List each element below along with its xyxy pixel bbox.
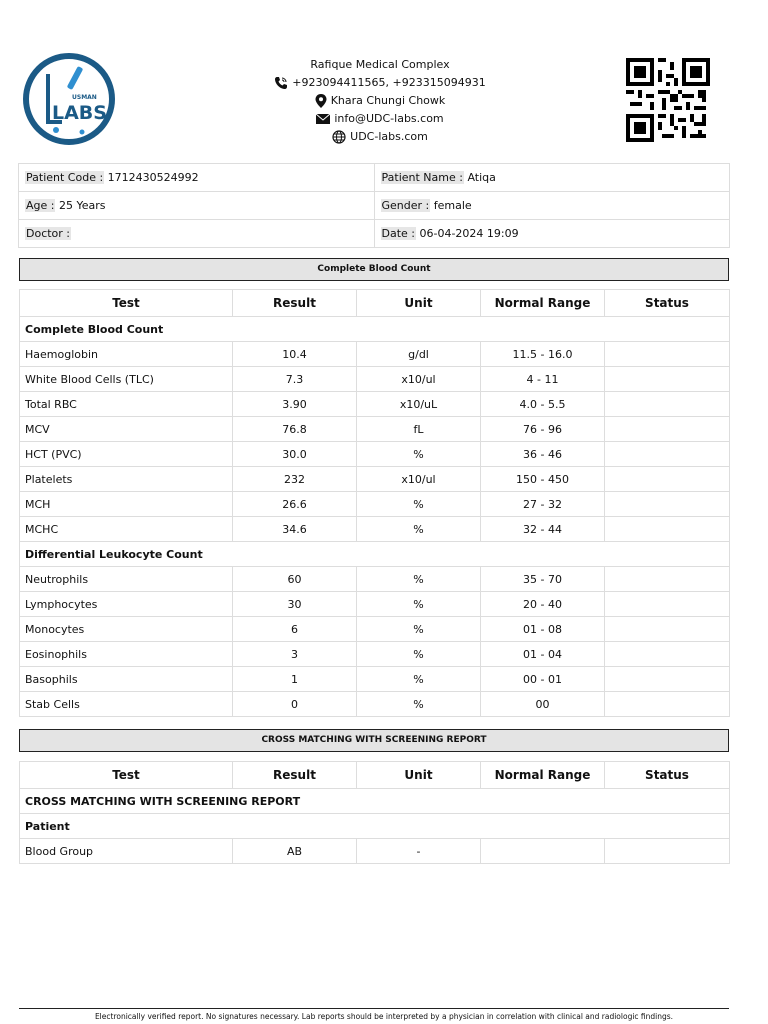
group-heading: CROSS MATCHING WITH SCREENING REPORT <box>20 789 730 814</box>
status <box>605 492 730 517</box>
status <box>605 417 730 442</box>
org-name: Rafique Medical Complex <box>310 58 450 71</box>
status <box>605 642 730 667</box>
col-test: Test <box>20 290 233 317</box>
status <box>605 392 730 417</box>
envelope-icon <box>316 114 330 124</box>
globe-icon <box>332 130 346 144</box>
result-value: 30.0 <box>233 442 357 467</box>
normal-range: 76 - 96 <box>481 417 605 442</box>
cbc-results-table <box>19 289 730 717</box>
result-value: 3 <box>233 642 357 667</box>
location-pin-icon <box>315 94 327 108</box>
col-status: Status <box>605 762 730 789</box>
normal-range: 20 - 40 <box>481 592 605 617</box>
result-value: 60 <box>233 567 357 592</box>
result-value: 26.6 <box>233 492 357 517</box>
normal-range: 00 <box>481 692 605 717</box>
patient-name-label: Patient Name : <box>381 171 463 184</box>
footer-disclaimer: Electronically verified report. No signatures necessary. Lab reports should be interpreted by a physician in correlation with clinical and radiologic findings. <box>94 1012 674 1021</box>
email-row <box>230 110 530 128</box>
col-normal-range: Normal Range <box>481 290 605 317</box>
col-result: Result <box>233 762 357 789</box>
doctor-label: Doctor : <box>26 227 71 240</box>
table-row <box>20 467 730 492</box>
normal-range: 11.5 - 16.0 <box>481 342 605 367</box>
result-value: 3.90 <box>233 392 357 417</box>
lab-header <box>230 56 530 146</box>
test-name: Neutrophils <box>20 567 233 592</box>
test-name: Stab Cells <box>20 692 233 717</box>
date-value: 06-04-2024 19:09 <box>419 227 519 240</box>
normal-range: 150 - 450 <box>481 467 605 492</box>
svg-text:USMAN: USMAN <box>72 94 97 101</box>
normal-range: 35 - 70 <box>481 567 605 592</box>
email[interactable]: info@UDC-labs.com <box>334 112 444 125</box>
table-row <box>20 617 730 642</box>
table-row <box>20 517 730 542</box>
test-name: Eosinophils <box>20 642 233 667</box>
table-row <box>20 492 730 517</box>
status <box>605 567 730 592</box>
normal-range: 36 - 46 <box>481 442 605 467</box>
unit: g/dl <box>357 342 481 367</box>
col-unit: Unit <box>357 762 481 789</box>
table-row <box>20 417 730 442</box>
cross-results-table <box>19 761 730 864</box>
group-heading: Differential Leukocyte Count <box>20 542 730 567</box>
test-name: HCT (PVC) <box>20 442 233 467</box>
normal-range: 01 - 04 <box>481 642 605 667</box>
result-value: AB <box>233 839 357 864</box>
test-name: Monocytes <box>20 617 233 642</box>
cross-section-title: CROSS MATCHING WITH SCREENING REPORT <box>19 729 729 752</box>
result-value: 232 <box>233 467 357 492</box>
unit: % <box>357 692 481 717</box>
col-unit: Unit <box>357 290 481 317</box>
table-row <box>20 392 730 417</box>
unit: % <box>357 592 481 617</box>
table-row <box>20 642 730 667</box>
table-row <box>20 592 730 617</box>
table-row <box>20 442 730 467</box>
unit: % <box>357 492 481 517</box>
unit: x10/ul <box>357 467 481 492</box>
table-row <box>20 692 730 717</box>
address: Khara Chungi Chowk <box>330 94 446 107</box>
patient-info-table <box>18 163 730 248</box>
result-value: 34.6 <box>233 517 357 542</box>
result-value: 1 <box>233 667 357 692</box>
status <box>605 839 730 864</box>
group-heading: Patient <box>20 814 730 839</box>
normal-range: 27 - 32 <box>481 492 605 517</box>
col-normal-range: Normal Range <box>481 762 605 789</box>
unit: % <box>357 667 481 692</box>
status <box>605 367 730 392</box>
age-label: Age : <box>26 199 55 212</box>
gender-value: female <box>433 199 472 212</box>
col-status: Status <box>605 290 730 317</box>
phone-icon <box>274 76 288 90</box>
address-row <box>230 92 530 110</box>
qr-code <box>626 57 710 143</box>
normal-range <box>481 839 605 864</box>
lab-logo <box>22 52 116 146</box>
test-name: White Blood Cells (TLC) <box>20 367 233 392</box>
test-name: Platelets <box>20 467 233 492</box>
status <box>605 442 730 467</box>
normal-range: 4.0 - 5.5 <box>481 392 605 417</box>
result-value: 7.3 <box>233 367 357 392</box>
normal-range: 00 - 01 <box>481 667 605 692</box>
table-row <box>20 567 730 592</box>
result-value: 30 <box>233 592 357 617</box>
unit: % <box>357 517 481 542</box>
unit: % <box>357 567 481 592</box>
table-row <box>20 367 730 392</box>
date-label: Date : <box>381 227 415 240</box>
website[interactable]: UDC-labs.com <box>350 130 428 143</box>
status <box>605 617 730 642</box>
website-row <box>230 128 530 146</box>
col-test: Test <box>20 762 233 789</box>
test-name: MCHC <box>20 517 233 542</box>
unit: x10/ul <box>357 367 481 392</box>
age-value: 25 Years <box>58 199 106 212</box>
test-name: MCH <box>20 492 233 517</box>
result-value: 10.4 <box>233 342 357 367</box>
gender-label: Gender : <box>381 199 430 212</box>
unit: % <box>357 617 481 642</box>
unit: % <box>357 442 481 467</box>
test-name: Basophils <box>20 667 233 692</box>
status <box>605 692 730 717</box>
test-name: Haemoglobin <box>20 342 233 367</box>
table-row <box>20 342 730 367</box>
result-value: 0 <box>233 692 357 717</box>
patient-code-label: Patient Code : <box>26 171 104 184</box>
status <box>605 667 730 692</box>
test-name: Total RBC <box>20 392 233 417</box>
result-value: 6 <box>233 617 357 642</box>
patient-name: Atiqa <box>467 171 496 184</box>
test-name: Lymphocytes <box>20 592 233 617</box>
patient-code: 1712430524992 <box>107 171 199 184</box>
footer-divider <box>19 1008 729 1009</box>
test-name: Blood Group <box>20 839 233 864</box>
cbc-section-title: Complete Blood Count <box>19 258 729 281</box>
unit: % <box>357 642 481 667</box>
unit: - <box>357 839 481 864</box>
result-value: 76.8 <box>233 417 357 442</box>
normal-range: 4 - 11 <box>481 367 605 392</box>
group-heading: Complete Blood Count <box>20 317 730 342</box>
unit: fL <box>357 417 481 442</box>
test-name: MCV <box>20 417 233 442</box>
normal-range: 01 - 08 <box>481 617 605 642</box>
table-row <box>20 667 730 692</box>
status <box>605 342 730 367</box>
unit: x10/uL <box>357 392 481 417</box>
normal-range: 32 - 44 <box>481 517 605 542</box>
status <box>605 592 730 617</box>
phone-row <box>230 74 530 92</box>
svg-text:LABS: LABS <box>52 102 107 124</box>
status <box>605 467 730 492</box>
phone-numbers: +923094411565, +923315094931 <box>292 76 486 89</box>
table-row <box>20 839 730 864</box>
col-result: Result <box>233 290 357 317</box>
status <box>605 517 730 542</box>
